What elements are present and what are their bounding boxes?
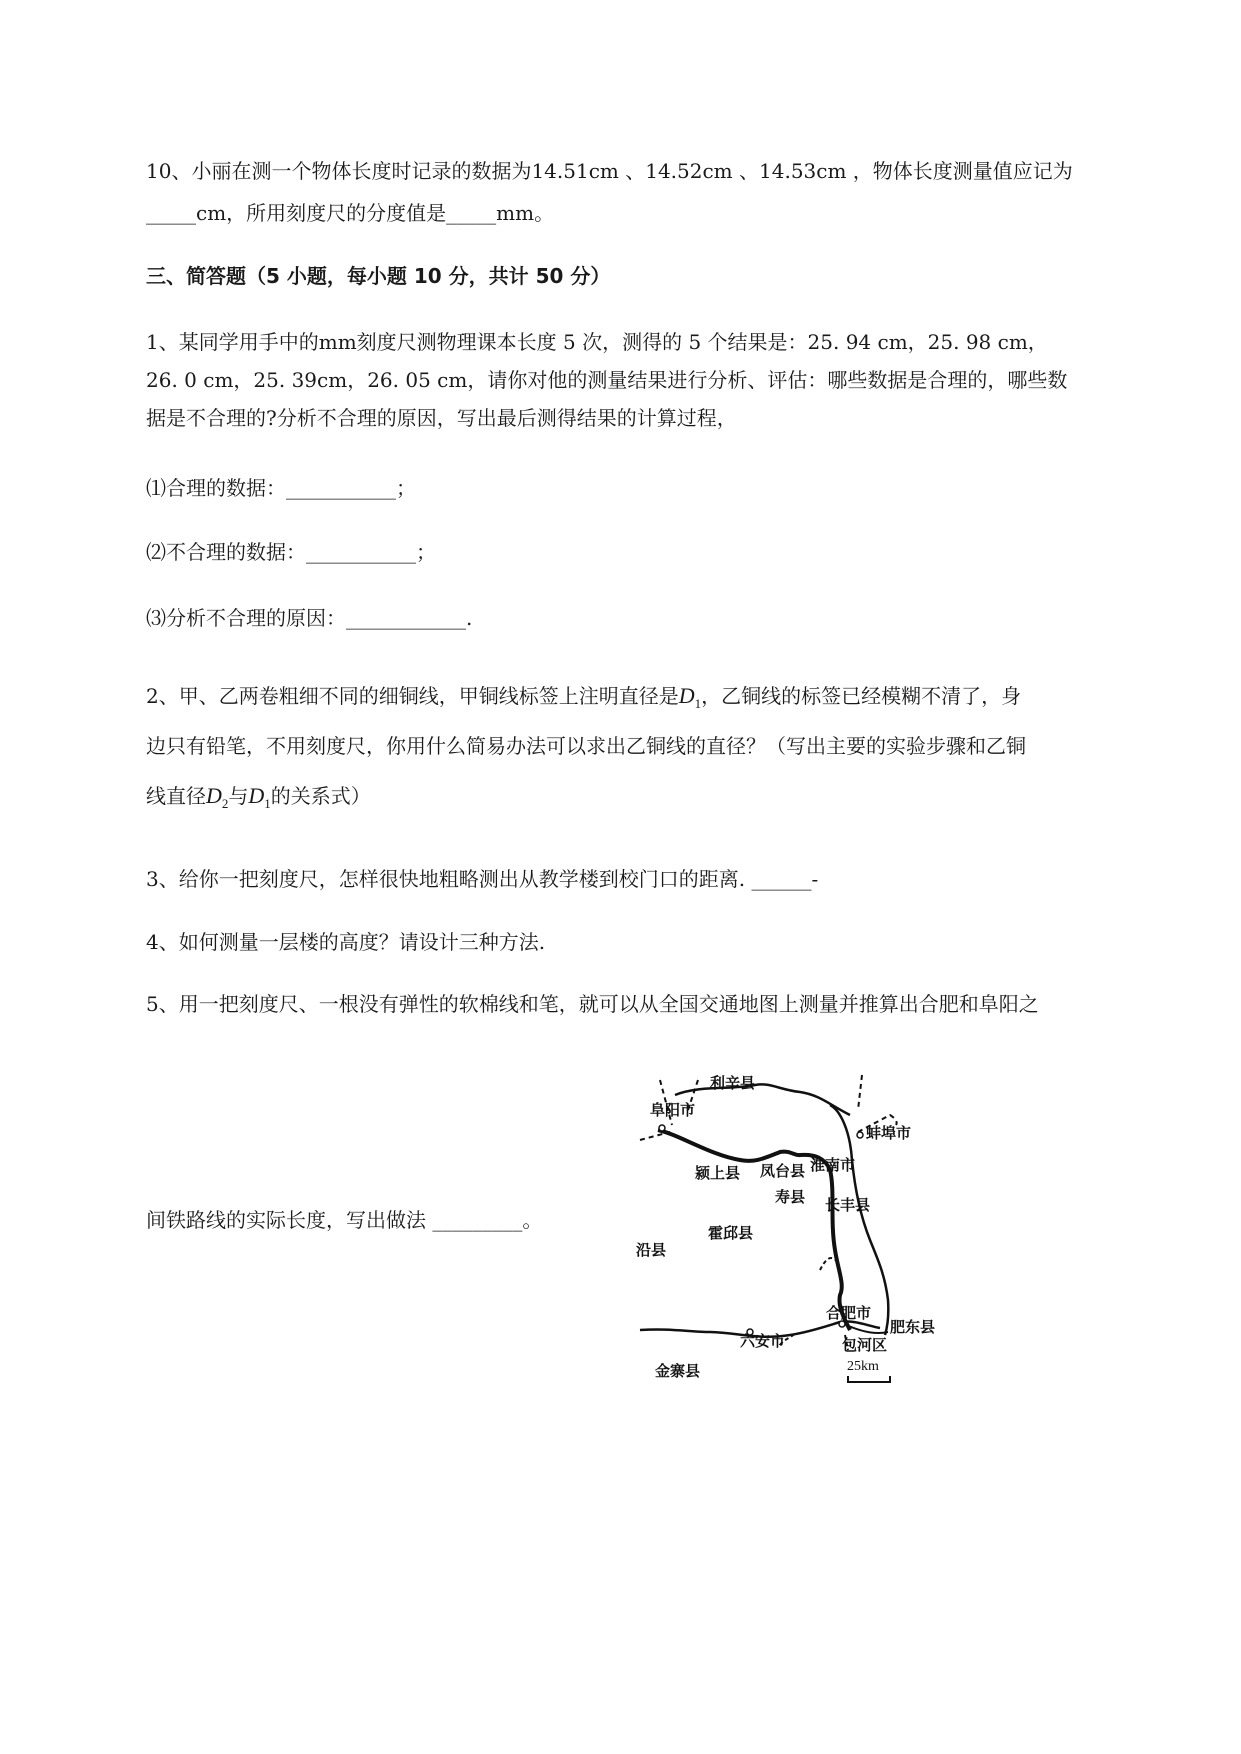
map-label-lixin: 利辛县 <box>710 1074 756 1092</box>
map-label-changfeng: 长丰县 <box>825 1196 871 1214</box>
bengbu-marker <box>857 1132 863 1138</box>
section-3-title: 三、简答题（5 小题，每小题 10 分，共计 50 分） <box>146 264 611 288</box>
map-label-shouxian: 寿县 <box>775 1188 806 1206</box>
map-label-yingshang: 颍上县 <box>695 1164 741 1182</box>
map-scale-label: 25km <box>847 1359 879 1374</box>
map-label-linquan: 沿县 <box>636 1241 667 1259</box>
d1-symbol: $D_1$ <box>248 783 271 811</box>
question-10-line-2: _____cm，所用刻度尺的分度值是_____mm。 <box>146 201 555 225</box>
road-dashed-4 <box>858 1075 862 1110</box>
road-dashed-7 <box>820 1258 835 1270</box>
question-10-line-1: 10、小丽在测一个物体长度时记录的数据为14.51cm 、14.52cm 、14.53cm ，物体长度测量值应记为 <box>146 159 1073 183</box>
d2-symbol: $D_2$ <box>206 783 229 811</box>
question-2-line-2: 边只有铅笔，不用刻度尺，你用什么简易办法可以求出乙铜线的直径？（写出主要的实验步骤和乙铜 <box>146 734 1026 758</box>
question-4: 4、如何测量一层楼的高度？请设计三种方法. <box>146 930 546 954</box>
question-2-text-b: ，乙铜线的标签已经模糊不清了，身 <box>701 684 1022 708</box>
map-label-huainan: 淮南市 <box>810 1156 856 1174</box>
map-label-luan: 六安市 <box>740 1332 786 1350</box>
question-3: 3、给你一把刻度尺，怎样很快地粗略测出从教学楼到校门口的距离. ______- <box>146 867 819 891</box>
map-label-fuyang: 阜阳市 <box>650 1101 696 1119</box>
railway-map <box>630 1070 970 1390</box>
map-label-fengtai: 凤台县 <box>760 1162 806 1180</box>
question-2-line-3: 线直径$D_2$与$D_1$的关系式） <box>146 783 371 811</box>
map-label-bengbu: 蚌埠市 <box>866 1124 912 1142</box>
question-2-line-1 <box>146 682 1021 718</box>
road-north <box>675 1084 850 1115</box>
question-2-text-a: 2、甲、乙两卷粗细不同的细铜线，甲铜线标签上注明直径是 <box>146 684 679 708</box>
question-1-line-3: 据是不合理的?分析不合理的原因，写出最后测得结果的计算过程， <box>146 406 737 430</box>
question-5-line-2: 间铁路线的实际长度，写出做法 _________。 <box>146 1208 543 1232</box>
map-label-jinzhai: 金寨县 <box>655 1362 701 1380</box>
map-label-baohe: 包河区 <box>842 1336 888 1354</box>
map-scale-bar <box>848 1376 890 1382</box>
question-1-sub-3: ⑶分析不合理的原因：____________. <box>146 606 473 630</box>
question-1-sub-1: ⑴合理的数据：___________； <box>146 476 416 500</box>
fuyang-marker <box>659 1125 665 1131</box>
map-label-hefei: 合肥市 <box>826 1304 872 1322</box>
map-label-feidong: 肥东县 <box>890 1318 936 1336</box>
question-5-line-1: 5、用一把刻度尺、一根没有弹性的软棉线和笔，就可以从全国交通地图上测量并推算出合肥和阜阳之 <box>146 992 1039 1016</box>
d1-symbol: $D_1$ <box>678 683 702 711</box>
question-1-line-2: 26. 0 cm，25. 39cm，26. 05 cm，请你对他的测量结果进行分析、评估：哪些数据是合理的，哪些数 <box>146 368 1068 392</box>
question-1-sub-2: ⑵不合理的数据：___________； <box>146 540 436 564</box>
question-1-line-1: 1、某同学用手中的mm刻度尺测物理课本长度 5 次，测得的 5 个结果是：25. 94 cm，25. 98 cm， <box>146 330 1048 354</box>
map-label-huoqiu: 霍邱县 <box>708 1224 754 1242</box>
